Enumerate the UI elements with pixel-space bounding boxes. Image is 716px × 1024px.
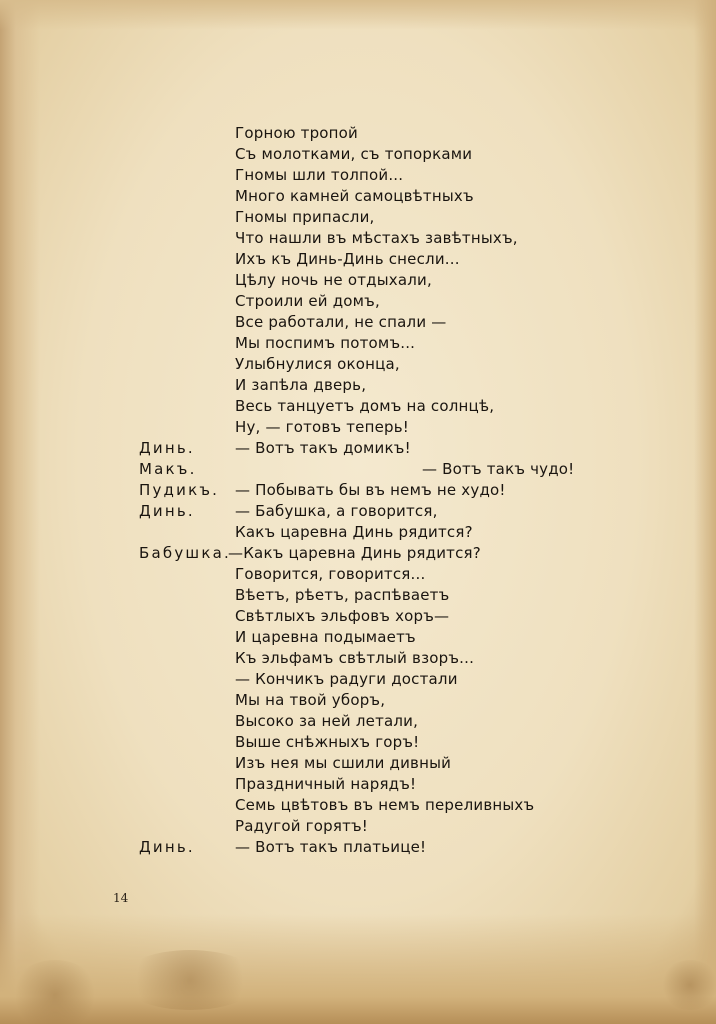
poem-line: Много камней самоцвѣтныхъ (235, 187, 474, 205)
poem-line: Семь цвѣтовъ въ немъ переливныхъ (235, 796, 535, 814)
page-edge-stain-left (0, 0, 40, 1024)
poem-line: Гномы припасли, (235, 208, 375, 226)
poem-line: Цѣлу ночь не отдыхали, (235, 271, 432, 289)
poem-line: Что нашли въ мѣстахъ завѣтныхъ, (235, 229, 518, 247)
speaker-label: Динь. (139, 838, 195, 856)
poem-line: Улыбнулися оконца, (235, 355, 400, 373)
page-edge-stain-top (0, 0, 716, 30)
poem-line: Выше снѣжныхъ горъ! (235, 733, 420, 751)
poem-line: — Вотъ такъ домикъ! (235, 439, 411, 457)
age-stain (120, 950, 260, 1010)
poem-line: Вѣетъ, рѣетъ, распѣваетъ (235, 586, 450, 604)
poem-line: Ихъ къ Динь-Динь снесли... (235, 250, 460, 268)
poem-line: Гномы шли толпой... (235, 166, 404, 184)
poem-line: Высоко за ней летали, (235, 712, 419, 730)
poem-line: Мы поспимъ потомъ... (235, 334, 416, 352)
poem-line: Ну, — готовъ теперь! (235, 418, 410, 436)
poem-line: Мы на твой уборъ, (235, 691, 386, 709)
poem-line: Изъ нея мы сшили дивный (235, 754, 452, 772)
speaker-label: Пудикъ. (139, 481, 220, 499)
poem-line: — Бабушка, а говорится, (235, 502, 438, 520)
poem-line: И царевна подымаетъ (235, 628, 416, 646)
poem-line: Къ эльфамъ свѣтлый взоръ... (235, 649, 475, 667)
poem-line: Свѣтлыхъ эльфовъ хоръ— (235, 607, 450, 625)
poem-line: — Вотъ такъ чудо! (422, 460, 575, 478)
age-stain (10, 960, 100, 1024)
poem-line: Весь танцуетъ домъ на солнцѣ, (235, 397, 495, 415)
poem-line: Какъ царевна Динь рядится? (235, 523, 473, 541)
poem-line: —Какъ царевна Динь рядится? (228, 544, 481, 562)
page-edge-stain-bottom (0, 914, 716, 1024)
poem-line: — Вотъ такъ платьице! (235, 838, 427, 856)
poem-line: Строили ей домъ, (235, 292, 380, 310)
speaker-label: Динь. (139, 439, 195, 457)
speaker-label: Бабушка. (139, 544, 231, 562)
speaker-label: Макъ. (139, 460, 197, 478)
poem-line: Говорится, говорится... (235, 565, 426, 583)
poem-line: — Кончикъ радуги достали (235, 670, 458, 688)
poem-line: — Побывать бы въ немъ не худо! (235, 481, 506, 499)
poem-line: Съ молотками, съ топорками (235, 145, 473, 163)
page-edge-stain-right (694, 0, 716, 1024)
page-number: 14 (113, 891, 129, 905)
poem-line: И запѣла дверь, (235, 376, 367, 394)
poem-line: Горною тропой (235, 124, 358, 142)
poem-line: Праздничный нарядъ! (235, 775, 417, 793)
poem-line: Радугой горятъ! (235, 817, 369, 835)
speaker-label: Динь. (139, 502, 195, 520)
poem-line: Все работали, не спали — (235, 313, 447, 331)
age-stain (660, 960, 716, 1010)
